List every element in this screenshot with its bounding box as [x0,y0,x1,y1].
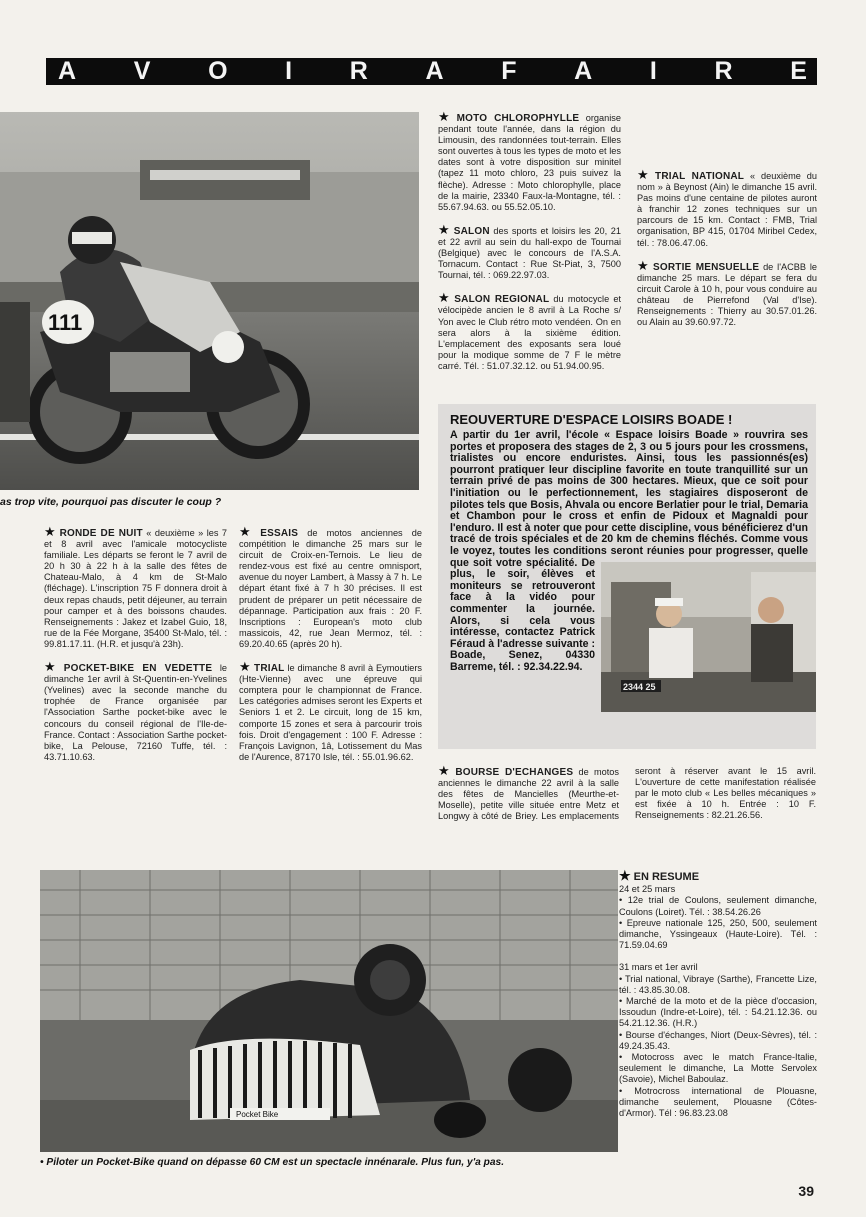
page-number: 39 [798,1183,814,1199]
resume-date: 24 et 25 mars [619,884,676,895]
star-icon: ★ [239,659,252,675]
instructors-photo [601,562,816,712]
banner-letter: I [649,57,657,85]
banner-letter: R [714,57,733,85]
banner-letter: A [58,57,77,85]
banner-letter: E [790,57,807,85]
star-icon: ★ [637,257,650,273]
plate-number: 2344 25 [623,681,656,692]
banner-letter: F [501,57,517,85]
resume-item: • Epreuve nationale 125, 250, 500, seulement dimanche, Yssingeaux (Haute-Loire). Tél. : 71.59.04.69 [619,917,817,951]
resume-item: • Motocross avec le match France-Italie, seulement le dimanche, La Motte Servolex (Savoie), Michel Baboulaz. [619,1052,817,1085]
sidecar-label: Pocket Bike [236,1110,279,1119]
article-sortie-mensuelle: ★ SORTIE MENSUELLE de l'ACBB le dimanche 25 mars. Le départ se fera du circuit Carole à 10 h, pour vous conduire au château de Pierrefond (Val d'Ise). Renseignements : Thierry au 30.57.01.26. ou Alain au 39.60.97.72. [637,257,818,328]
star-icon: ★ [438,109,454,124]
article-pocket-bike: ★ POCKET-BIKE EN VEDETTE le dimanche 1er avril à St-Quentin-en-Yvelines (Yvelines) avec la seconde manche du trophée de France organisée par l'Association Sarthe pocket-bike avec le concours du conseil régional de l'Ile-de-France. Contact : Association Sarthe pocket-bike, La Pelouse, 72160 Tuffe, tél. : 43.71.10.63. [44,659,227,762]
banner-letter: A [574,57,593,85]
star-icon: ★ [438,290,452,306]
box-body: A partir du 1er avril, l'école « Espace loisirs Boade » rouvrira ses portes et proposera des stages de 2, 3 ou 5 jours pour les crossmens, trialistes ou encore enduristes. Ainsi, tous les passionnés(es) pourront pratiquer leur discipline favorite en toute tranquillité sur un terrain privé de pas moins de 300 hectares. Mieux, que ce soit pour l'initiation ou le perfectionnement, les stagiaires disposeront de pilotes tels que Bosis, Ahvala ou encore Berlatier pour le trial, Demaria et Chambon pour le cross et enfin de Pidoux et Magnaldi pour l'enduro. Il est à noter que pour cette discipline, vous bénéficierez d'un tracé de trois spéciales et de 20 km de chemins fléchés. Comme vous le voyez, toutes les conditions seront réunies pour progresser, 2344 25 quelle que soit votre spécialité. De plus, le soir, élèves et moniteurs se retrouveront face à la vidéo pour commenter la journée. Alors, si cela vous intéresse, contactez Patrick Féraud à l'adresse suivante : Boade, Senez, 04330 Barreme, tél. : 92.34.22.94. [450,430,808,673]
star-icon: ★ [637,167,653,182]
race-number: 111 [48,310,83,335]
boade-feature-box [438,404,816,749]
resume-item: • Trial national, Vibraye (Sarthe), Francette Lize, tél. : 43.85.30.08. [619,973,817,995]
article-salon: ★ SALON des sports et loisirs les 20, 21 et 22 avril au sein du hall-expo de Tournai (Belgique) avec le concours de l'A.S.A. Tornacum. Contact : Rue St-Piat, 3, 7500 Tournai, tél. : 069.22.97.03. [438,221,621,281]
banner-letter: V [133,57,151,85]
star-icon: ★ [44,524,57,539]
star-icon: ★ [438,763,453,778]
banner-letter: R [349,57,368,85]
article-column-right-a [438,109,622,384]
resume-item: • Marché de la moto et de la pièce d'occasion, Issoudun (Indre-et-Loire), tél. : 54.21.12.36. ou 54.21.12.36. (H.R.) [619,996,817,1029]
resume-heading: ★ EN RESUME [619,868,700,883]
banner-letter: A [425,57,444,85]
article-salon-regional: ★ SALON REGIONAL du motocycle et vélocipède ancien le 8 avril à La Roche s/ Yon avec le Club rétro moto vendéen. On en sera alors à la sixième édition. L'emplacement des exposants sera loué pour la modique somme de 7 F le mètre carré. Tél. : 51.07.32.12. ou 51.94.00.95. [438,290,622,371]
article-column-center [239,524,422,775]
star-icon: ★ [619,868,631,883]
article-column-right-b [637,167,818,340]
article-trial: ★ TRIAL le dimanche 8 avril à Eymoutiers (Hte-Vienne) avec une épreuve qui comptera pour le championnat de France. Les catégories admises seront les Experts et Seniors 1 et 2. Le circuit, long de 15 km, comporte 15 zones et sera à parcourir trois fois. Droit d'engagement : 100 F. Adresse : François Lavignon, 1â, Lotissement du Mas de l'Aurence, 87170 Isle, tél. : 55.01.96.62. [239,659,422,762]
resume-item: • Bourse d'échanges, Niort (Deux-Sèvres), tél. : 49.24.35.43. [619,1029,817,1051]
article-bourse: ★ BOURSE D'ECHANGES de motos anciennes le dimanche 22 avril à la salle des fêtes de Mancielles (Meurthe-et-Moselle), petite ville située entre Metz et Longwy à côté de Briey. Les emplacements seront à réserver avant le 15 avril. L'ouverture de cette manifestation réalisée par le moto club « Les belles mécaniques » est fixée à 10 h. Entrée : 10 F. Renseignements : 82.21.26.56. [438,763,816,822]
article-trial-national: ★ TRIAL NATIONAL « deuxième du nom » à Beynost (Ain) le dimanche 15 avril. Pas moins d'une centaine de pilotes auront à franchir 12 zones techniques sur un parcours de 15 km. Contact : FMB, Trial organisation, BP 415, 01704 Miribel Cedex, tél. : 78.06.47.06. [637,167,817,248]
resume-item: • 12e trial de Coulons, seulement dimanche, Coulons (Loiret). Tél. : 38.54.26.26 [619,895,817,917]
box-title: REOUVERTURE D'ESPACE LOISIRS BOADE ! [450,412,733,427]
top-photo-caption: as trop vite, pourquoi pas discuter le coup ? [0,496,222,508]
article-essais: ★ ESSAIS de motos anciennes de compétition le dimanche 25 mars sur le circuit de Croix-en-Ternois. Le lieu de rendez-vous est fixé au centre omnisport, avenue du noyer Lambert, à Massy à 7 h. Le départ étant fixé à 7 h 30 précises. Il est prudent de préparer un petit nécessaire de dépannage. Participation aux frais : 20 F. Inscriptions : European's moto club massicois, 42, rue Jean Mermoz, tél. : 69.20.40.65 (après 20 h). [239,524,422,649]
resume-item: • Motrocross international de Plouasne, dimanche seulement, Plouasne (Côtes-d'Armor). Tél : 96.83.23.08 [619,1085,817,1119]
resume-date: 31 mars et 1er avril [619,962,698,973]
article-column-left [44,524,227,775]
motorcycle-race-photo [0,112,419,490]
article-ronde-de-nuit: ★ RONDE DE NUIT « deuxième » les 7 et 8 avril avec l'amicale motocycliste familiale. Les départs se feront le 7 avril de 20 h 30 à 22 h à la salle des fêtes de Chateau-Malo, à 4 km de St-Malo (fléchage). L'inscription 75 F donnera droit à deux repas chauds, petit déjeuner, au terrain pour camper et à des boissons chaudes. Renseignements : Jakez et Izabel Guio, 18, rue de la Fée Morgane, 35400 St-Malo, tél. : 99.81.17.11. (H.R. et jusqu'à 23h). [44,524,227,649]
banner-letter: O [208,57,228,85]
pocket-bike-race-photo [40,870,618,1152]
bottom-photo-caption: • Piloter un Pocket-Bike quand on dépasse 60 CM est un spectacle innénarale. Plus fun, y'a pas. [40,1157,505,1168]
star-icon: ★ [438,221,451,237]
star-icon: ★ [44,659,61,675]
article-moto-chlorophylle: ★ MOTO CHLOROPHYLLE organise pendant toute l'année, dans la région du Limousin, des randonnées tout-terrain. Elles sont ouvertes à tous les types de moto et les dates sont à votre disposition sur minitel (tapez 11 moto chloro, 23 puis suivez la flèche). Adresse : Moto chlorophylle, place de la mairie, 23340 Faux-la-Montagne, tél. : 55.67.94.63. ou 55.52.05.10. [438,109,621,212]
star-icon: ★ [239,524,258,539]
en-resume-section [619,868,817,1119]
banner-letter: I [285,57,293,85]
section-banner [46,58,817,85]
